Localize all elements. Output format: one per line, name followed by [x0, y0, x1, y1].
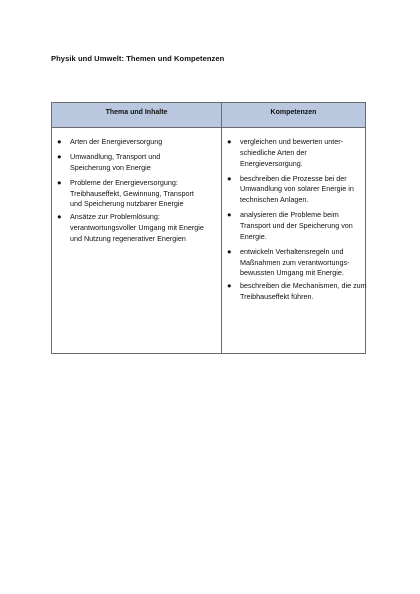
bullet-icon: ●	[227, 246, 232, 256]
table-header-row	[52, 103, 365, 128]
competency-line: Treibhauseffekt führen.	[240, 291, 314, 301]
competency-line: Energie.	[240, 231, 267, 241]
competency-line: schiedliche Arten der	[240, 147, 307, 157]
competencies-cell	[225, 137, 365, 303]
topics-list	[55, 137, 220, 245]
competency-line: Energieversorgung.	[240, 158, 303, 168]
bullet-icon: ●	[227, 137, 232, 146]
topics-cell	[55, 137, 220, 245]
competency-line: entwickeln Verhaltensregeln und	[240, 246, 344, 256]
topic-item	[55, 178, 220, 210]
competency-line: technischen Anlagen.	[240, 195, 309, 205]
competencies-list	[225, 137, 365, 303]
topic-item	[55, 137, 220, 148]
header-competencies: Kompetenzen	[270, 109, 317, 116]
document-title: Physik und Umwelt: Themen und Kompetenzen	[51, 54, 225, 63]
competency-item	[225, 281, 365, 303]
topic-line: Umwandlung, Transport und	[70, 151, 161, 161]
competency-line: analysieren die Probleme beim	[240, 210, 339, 220]
topic-line: Ansätze zur Problemlösung:	[70, 212, 160, 222]
topic-line: Treibhauseffekt, Gewinnung, Transport	[70, 188, 194, 198]
topic-line: und Nutzung regenerativer Energien	[70, 233, 186, 243]
competency-line: vergleichen und bewerten unter-	[240, 137, 344, 146]
topics-competencies-table	[51, 102, 366, 354]
topic-line: Arten der Energieversorgung	[70, 137, 163, 146]
competency-item	[225, 174, 365, 206]
bullet-icon: ●	[227, 210, 232, 220]
bullet-icon: ●	[227, 281, 232, 291]
competency-line: Umwandlung von solarer Energie in	[240, 184, 354, 194]
competency-item	[225, 137, 365, 169]
topic-line: verantwortungsvoller Umgang mit Energie	[70, 222, 204, 232]
bullet-icon: ●	[227, 173, 232, 183]
competency-line: beschreiben die Mechanismen, die zum	[240, 281, 367, 291]
competency-item	[225, 247, 365, 279]
bullet-icon: ●	[57, 177, 62, 187]
topic-item	[55, 152, 220, 174]
competency-line: bewussten Umgang mit Energie.	[240, 268, 344, 278]
bullet-icon: ●	[57, 137, 62, 146]
topic-line: Probleme der Energieversorgung:	[70, 177, 178, 187]
header-topics: Thema und Inhalte	[105, 109, 168, 116]
competency-line: Maßnahmen zum verantwortungs-	[240, 257, 350, 267]
bullet-icon: ●	[57, 212, 62, 222]
competency-line: Transport und der Speicherung von	[240, 220, 353, 230]
bullet-icon: ●	[57, 151, 62, 161]
topic-line: und Speicherung nutzbarer Energie	[70, 199, 184, 209]
topic-item	[55, 212, 220, 244]
competency-item	[225, 210, 365, 242]
competency-line: beschreiben die Prozesse bei der	[240, 173, 347, 183]
topic-line: Speicherung von Energie	[70, 162, 151, 172]
column-divider	[221, 103, 222, 353]
